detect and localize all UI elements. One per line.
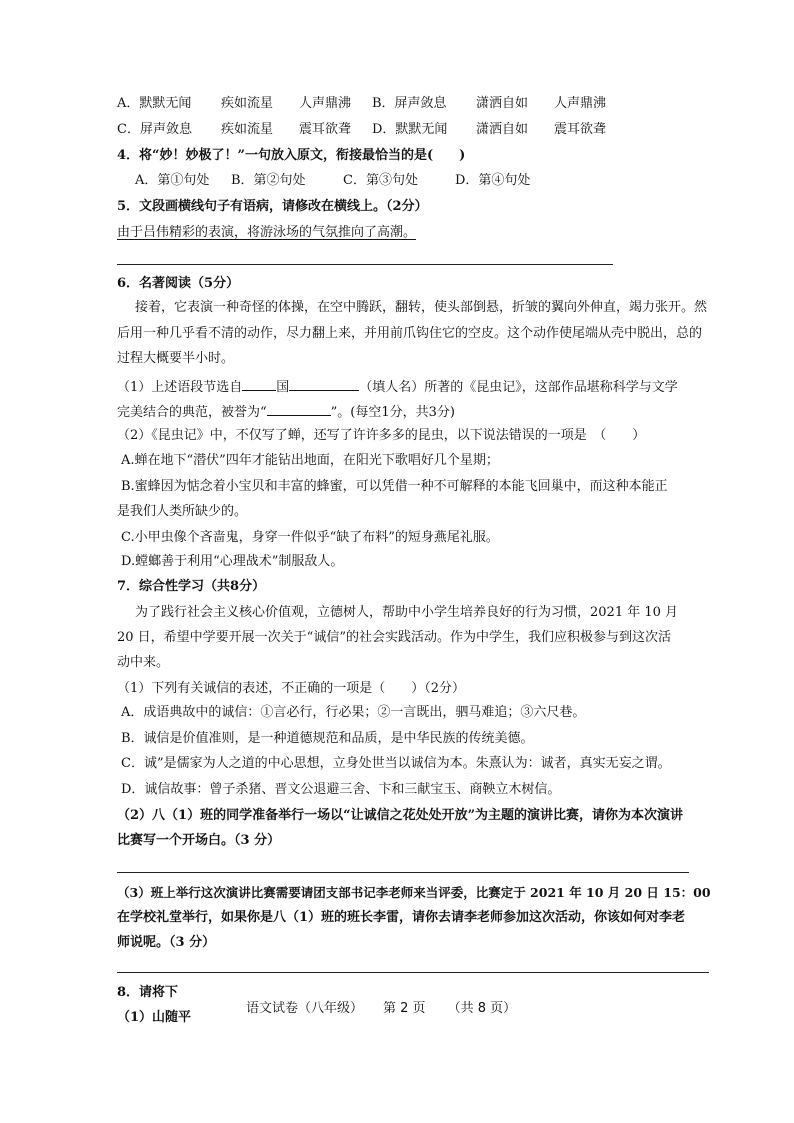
q6-option-d: D.螳螂善于利用“心理战术”制服敌人。 [121, 554, 344, 569]
q6-sub2-stem: （2）《昆虫记》中，不仅写了蝉，还写了许许多多的昆虫，以下说法错误的一项是 （ ） [117, 428, 646, 443]
q3-option-c-1: C．屏声敛息 [117, 122, 192, 137]
q4-stem: 4．将“妙！妙极了！”一句放入原文，衔接最恰当的是( ) [117, 148, 466, 163]
q7-sub2-line-1: （2）八（1）班的同学准备举行一场以“让诚信之花处处开放”为主题的演讲比赛，请你为本次演讲 [117, 808, 684, 823]
q6-title: 6．名著阅读（5分） [117, 276, 240, 291]
q7-title: 7．综合性学习（共8分） [117, 579, 266, 594]
q3-option-d-2: 潇洒自如 [476, 122, 529, 137]
q3-option-b-2: 潇洒自如 [476, 96, 529, 111]
q6-title-blank[interactable] [267, 401, 331, 416]
q6-passage-line-1: 接着，它表演一种奇怪的体操，在空中腾跃，翻转，使头部倒悬，折皱的翼向外伸直，竭力张开。然 [135, 300, 708, 315]
q7-option-a: A．成语典故中的诚信：①言必行，行必果；②一言既出，驷马难追；③六尺巷。 [121, 705, 586, 720]
footer-page-number: 第 2 页 [383, 1001, 426, 1016]
q6-passage-line-3: 过程大概要半小时。 [117, 351, 235, 366]
q3-option-c-2: 疾如流星 [221, 122, 274, 137]
q8-stem-partial: 8．请将下 [117, 985, 179, 1000]
q3-option-c-3: 震耳欲聋 [299, 122, 352, 137]
q6-country-blank[interactable] [242, 376, 276, 391]
footer-total-pages: （共 8 页） [447, 1001, 517, 1016]
q3-option-b-1: B．屏声敛息 [372, 96, 447, 111]
q3-options-row-1 [117, 94, 606, 114]
q5-stem: 5．文段画横线句子有语病，请修改在横线上。（2分） [117, 199, 428, 214]
q3-option-d-1: D．默默无闻 [372, 122, 448, 137]
q7-sub3-line-1: （3）班上举行这次演讲比赛需要请团支部书记李老师来当评委，比赛定于 2021 年 10 月 20 日 15：00 [117, 885, 711, 900]
q7-intro-line-3: 动中来。 [117, 655, 170, 670]
q3-option-a-2: 疾如流星 [221, 96, 274, 111]
q7-option-d: D．诚信故事：曾子杀猪、晋文公退避三舍、卞和三献宝玉、商鞅立木树信。 [121, 782, 561, 797]
q6-sub1-text-e: ”。(每空1分，共3分) [330, 405, 455, 420]
q7-option-c: C．诚”是儒家为人之道的中心思想，立身处世当以诚信为本。朱熹认为：诚者，真实无妄之谓。 [121, 756, 671, 771]
q7-option-b: B．诚信是价值准则，是一种道德规范和品质，是中华民族的传统美德。 [121, 731, 534, 746]
q7-sub3-line-2: 在学校礼堂举行，如果你是八（1）班的班长李雷，请你去请李老师参加这次活动，你该如何对李老 [117, 910, 686, 925]
q3-option-a-1: A．默默无闻 [117, 96, 192, 111]
q7-sub3-answer-line[interactable] [117, 972, 709, 973]
q6-option-a: A.蝉在地下“潜伏”四年才能钻出地面，在阳光下歌唱好几个星期； [121, 453, 499, 468]
q6-sub1-text-b: 国 [276, 380, 290, 395]
q7-sub2-line-2: 比赛写一个开场白。（3 分） [117, 833, 281, 848]
q6-author-blank[interactable] [289, 376, 359, 391]
q6-sub1-text-a: （1）上述语段节选自 [117, 380, 243, 395]
q6-option-c: C.小甲虫像个吝啬鬼，身穿一件似乎“缺了布料”的短身燕尾礼服。 [121, 530, 499, 545]
q3-option-d-3: 震耳欲聋 [554, 122, 607, 137]
q3-option-a-3: 人声鼎沸 [299, 96, 352, 111]
q4-option-d: D．第④句处 [455, 173, 531, 188]
q7-intro-line-2: 20 日，希望中学要开展一次关于“诚信”的社会实践活动。作为中学生，我们应积极参与到这次活 [117, 630, 671, 645]
q6-sub1-text-d: 完美结合的典范，被誉为“ [117, 405, 267, 420]
q6-option-b-line-1: B.蜜蜂因为惦念着小宝贝和丰富的蜂蜜，可以凭借一种不可解释的本能飞回巢中，而这种本能正 [121, 479, 668, 494]
q4-option-b: B．第②句处 [231, 173, 306, 188]
footer-subject: 语文试卷（八年级） [246, 1001, 364, 1016]
q6-sub1-line-2 [117, 401, 455, 423]
q7-sub3-line-3: 师说呢。（3 分） [117, 935, 216, 950]
page-footer [246, 999, 516, 1019]
q6-option-b-line-2: 是我们人类所缺少的。 [117, 504, 248, 519]
q5-underlined-sentence: 由于吕伟精彩的表演，将游泳场的气氛推向了高潮。 [117, 225, 417, 240]
q4-option-a: A．第①句处 [135, 173, 210, 188]
q6-sub1-text-c: （填人名）所著的《昆虫记》，这部作品堪称科学与文学 [359, 380, 678, 395]
q4-options [135, 171, 530, 191]
q4-option-c: C．第③句处 [343, 173, 418, 188]
q7-sub1-stem: （1）下列有关诚信的表述，不正确的一项是（ ）（2分） [117, 681, 466, 696]
q7-sub2-answer-line[interactable] [117, 872, 689, 873]
q7-intro-line-1: 为了践行社会主义核心价值观，立德树人，帮助中小学生培养良好的行为习惯，2021 年 10 月 [135, 605, 679, 620]
q5-answer-line[interactable] [117, 264, 613, 265]
q8-sub1-partial: （1）山随平 [117, 1010, 192, 1025]
q6-sub1-line-1 [117, 376, 678, 398]
q6-passage-line-2: 后用一种几乎看不清的动作，尽力翻上来，并用前爪钩住它的空皮。这个动作使尾端从壳中脱出，总的 [117, 326, 703, 341]
q3-option-b-3: 人声鼎沸 [554, 96, 607, 111]
q3-options-row-2 [117, 120, 606, 140]
